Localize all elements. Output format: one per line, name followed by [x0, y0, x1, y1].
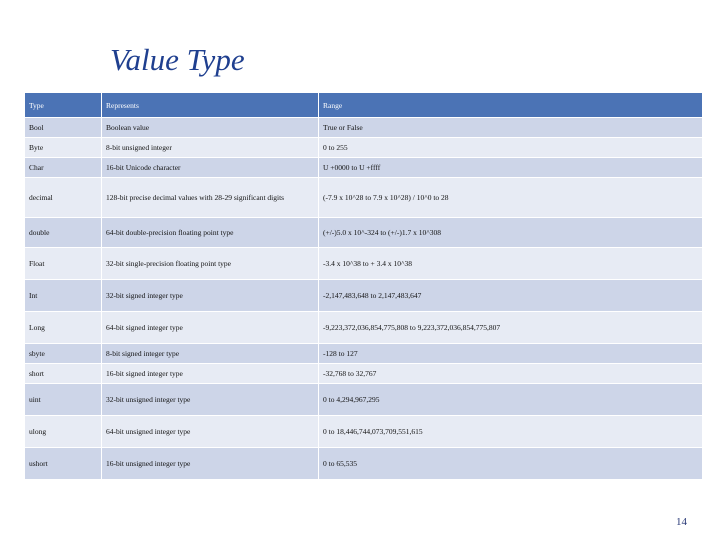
table-row: [25, 138, 703, 158]
table-row: [25, 158, 703, 178]
cell-type: decimal: [25, 178, 102, 218]
cell-represents: 16-bit signed integer type: [102, 364, 319, 384]
cell-represents: 16-bit unsigned integer type: [102, 448, 319, 480]
table-row: [25, 384, 703, 416]
cell-represents: 64-bit double-precision floating point type: [102, 218, 319, 248]
table-row: [25, 218, 703, 248]
cell-range: -128 to 127: [319, 344, 703, 364]
table-row: [25, 118, 703, 138]
page-number: 14: [676, 516, 687, 528]
cell-represents: 128-bit precise decimal values with 28-29 significant digits: [102, 178, 319, 218]
cell-range: 0 to 18,446,744,073,709,551,615: [319, 416, 703, 448]
cell-type: ushort: [25, 448, 102, 480]
cell-range: (+/-)5.0 x 10^-324 to (+/-)1.7 x 10^308: [319, 218, 703, 248]
table-row: [25, 344, 703, 364]
cell-type: Bool: [25, 118, 102, 138]
slide-title: Value Type: [110, 42, 245, 77]
cell-represents: 64-bit unsigned integer type: [102, 416, 319, 448]
cell-represents: 8-bit unsigned integer: [102, 138, 319, 158]
header-range: Range: [319, 93, 703, 118]
cell-represents: 8-bit signed integer type: [102, 344, 319, 364]
table-row: [25, 178, 703, 218]
cell-type: Byte: [25, 138, 102, 158]
cell-range: -2,147,483,648 to 2,147,483,647: [319, 280, 703, 312]
table-row: [25, 416, 703, 448]
table-row: [25, 280, 703, 312]
cell-range: U +0000 to U +ffff: [319, 158, 703, 178]
cell-type: uint: [25, 384, 102, 416]
cell-range: -32,768 to 32,767: [319, 364, 703, 384]
table-header-row: [25, 93, 703, 118]
cell-type: sbyte: [25, 344, 102, 364]
cell-represents: 32-bit signed integer type: [102, 280, 319, 312]
cell-represents: 64-bit signed integer type: [102, 312, 319, 344]
cell-type: Float: [25, 248, 102, 280]
table-row: [25, 248, 703, 280]
cell-type: double: [25, 218, 102, 248]
table-row: [25, 364, 703, 384]
cell-range: -9,223,372,036,854,775,808 to 9,223,372,036,854,775,807: [319, 312, 703, 344]
table-body: [25, 118, 703, 480]
cell-type: Int: [25, 280, 102, 312]
table-row: [25, 312, 703, 344]
cell-range: (-7.9 x 10^28 to 7.9 x 10^28) / 10^0 to 28: [319, 178, 703, 218]
table-row: [25, 448, 703, 480]
header-type: Type: [25, 93, 102, 118]
cell-represents: 32-bit single-precision floating point type: [102, 248, 319, 280]
cell-range: 0 to 4,294,967,295: [319, 384, 703, 416]
cell-type: Long: [25, 312, 102, 344]
cell-represents: 16-bit Unicode character: [102, 158, 319, 178]
value-type-table: [24, 92, 703, 480]
cell-type: ulong: [25, 416, 102, 448]
header-represents: Represents: [102, 93, 319, 118]
cell-range: 0 to 65,535: [319, 448, 703, 480]
cell-type: Char: [25, 158, 102, 178]
cell-type: short: [25, 364, 102, 384]
cell-range: -3.4 x 10^38 to + 3.4 x 10^38: [319, 248, 703, 280]
cell-range: 0 to 255: [319, 138, 703, 158]
cell-represents: Boolean value: [102, 118, 319, 138]
cell-represents: 32-bit unsigned integer type: [102, 384, 319, 416]
cell-range: True or False: [319, 118, 703, 138]
